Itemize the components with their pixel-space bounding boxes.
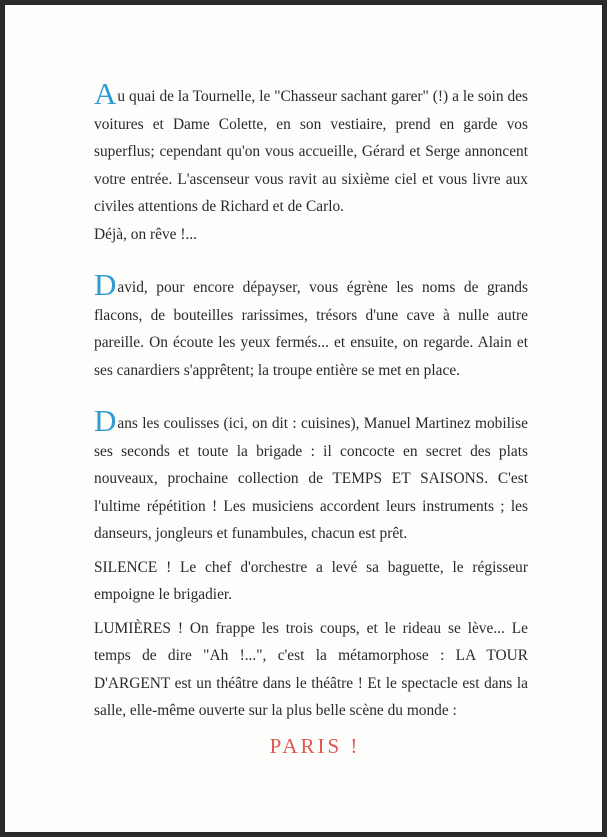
drop-cap: D [94,267,117,302]
paragraph-text: avid, pour encore dépayser, vous égrène les noms de grands flacons, de bouteilles rarissimes, trésors d'une cave à nulle autre pareille. On écoute les yeux fermés... et ensuite, on regarde. Alain et ses canardiers s'apprêtent; la troupe entière se met en place. [94,279,528,379]
paragraph-silence: SILENCE ! Le chef d'orchestre a levé sa baguette, le régisseur empoigne le brigadier. [94,558,528,603]
finale-paris: PARIS ! [269,733,361,758]
body-text [94,75,528,760]
paragraph-lumieres: LUMIÈRES ! On frappe les trois coups, et le rideau se lève... Le temps de dire "Ah !...", c'est la métamorphose : LA TOUR D'ARGENT est un théâtre dans le théâtre ! Et le spectacle est dans la salle, elle-même ouverte sur la plus belle scène du monde : [94,619,528,719]
page-sheet [5,5,602,832]
paragraph-tail: Déjà, on rêve !... [94,225,197,243]
drop-cap: D [94,403,117,438]
paragraph-text: u quai de la Tournelle, le "Chasseur sachant garer" (!) a le soin des voitures et Dame Colette, en son vestiaire, prend en garde vos superflus; cependant qu'on vous accueille, Gérard et Serge annoncent votre entrée. L'ascenseur vous ravit au sixième ciel et vous livre aux civiles attentions de Richard et de Carlo. [94,88,528,215]
paragraph-text: ans les coulisses (ici, on dit : cuisines), Manuel Martinez mobilise ses seconds et toute la brigade : il concocte en secret des plats nouveaux, prochaine collection de TEMPS ET SAISONS. C'est l'ultime répétition ! Les musiciens accordent leurs instruments ; les danseurs, jongleurs et funambules, chacun est prêt. [94,415,528,542]
paragraph-kitchen [94,402,528,548]
paragraph-david [94,266,528,384]
drop-cap: A [94,76,117,111]
paragraph-arrival [94,75,528,221]
